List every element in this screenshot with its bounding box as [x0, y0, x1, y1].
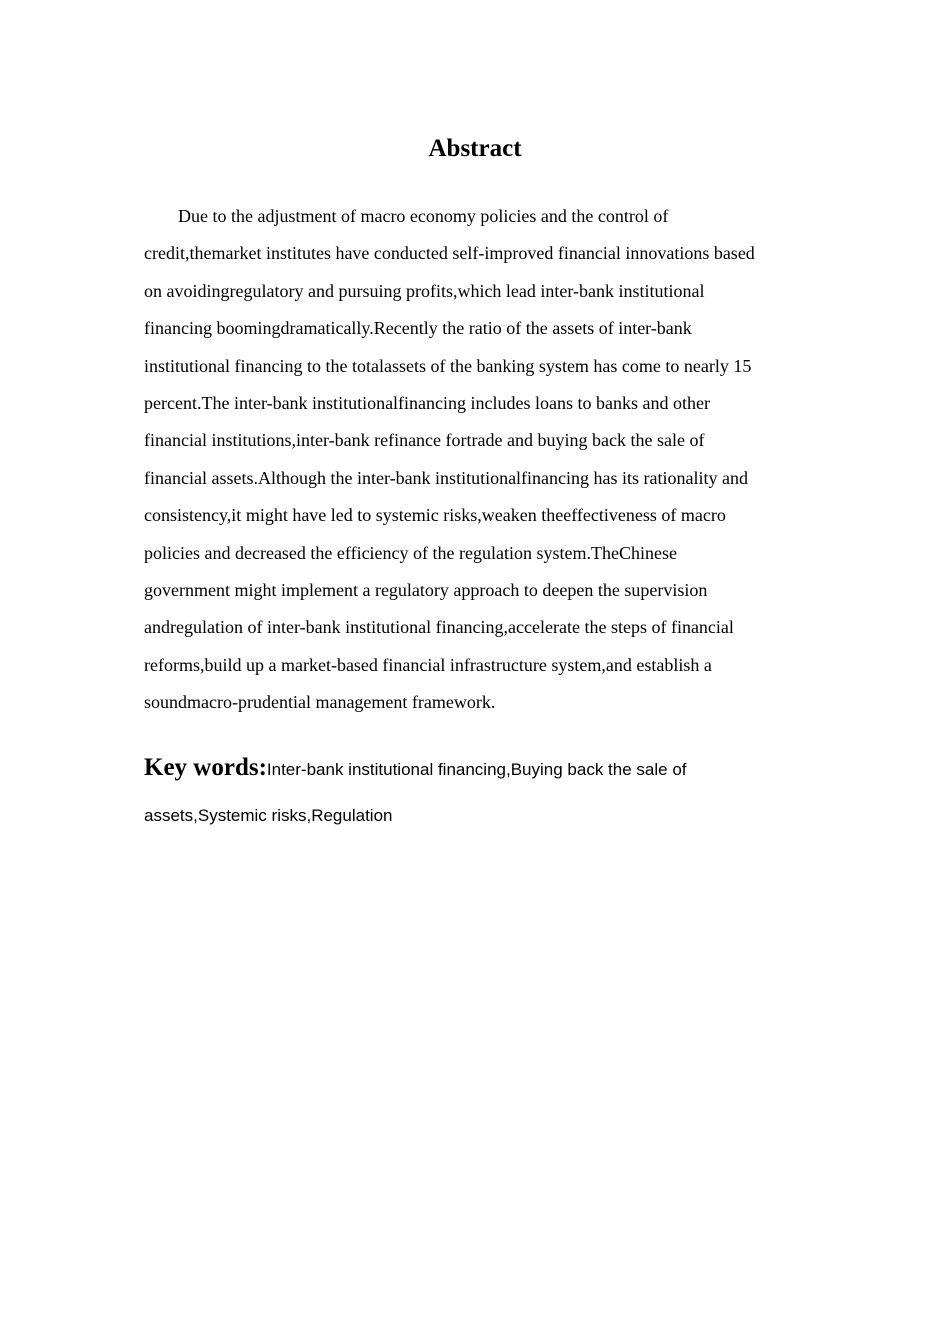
abstract-line: financial institutions,inter-bank refinance fortrade and buying back the sale of — [144, 430, 705, 451]
keywords-label: Key words: — [144, 754, 267, 781]
abstract-line: policies and decreased the efficiency of the regulation system.TheChinese — [144, 542, 677, 563]
keywords-text-line2: assets,Systemic risks,Regulation — [144, 806, 393, 825]
abstract-line: reforms,build up a market-based financial infrastructure system,and establish a — [144, 654, 712, 675]
keywords-row — [144, 794, 809, 842]
abstract-title: Abstract — [428, 135, 522, 162]
abstract-line: financing boomingdramatically.Recently the ratio of the assets of inter-bank — [144, 318, 692, 339]
keywords-text-line1: Inter-bank institutional financing,Buying back the sale of — [266, 760, 687, 779]
abstract-line: soundmacro-prudential management framework. — [144, 692, 496, 713]
abstract-line: on avoidingregulatory and pursuing profits,which lead inter-bank institutional — [144, 280, 705, 301]
abstract-line: financial assets.Although the inter-bank institutionalfinancing has its rationality and — [144, 467, 749, 488]
abstract-line: government might implement a regulatory approach to deepen the supervision — [144, 580, 708, 601]
abstract-line: institutional financing to the totalassets of the banking system has come to nearly 15 — [144, 355, 752, 376]
abstract-line: percent.The inter-bank institutionalfinancing includes loans to banks and other — [144, 393, 710, 414]
abstract-line: andregulation of inter-bank institutional financing,accelerate the steps of financial — [144, 617, 734, 638]
abstract-line: credit,themarket institutes have conducted self-improved financial innovations based — [144, 243, 755, 264]
keywords-section — [144, 746, 809, 842]
abstract-line: Due to the adjustment of macro economy policies and the control of — [178, 206, 669, 226]
keywords-row — [144, 746, 809, 794]
abstract-line: consistency,it might have led to systemic risks,weaken theeffectiveness of macro — [144, 505, 726, 526]
abstract-body — [144, 198, 809, 722]
